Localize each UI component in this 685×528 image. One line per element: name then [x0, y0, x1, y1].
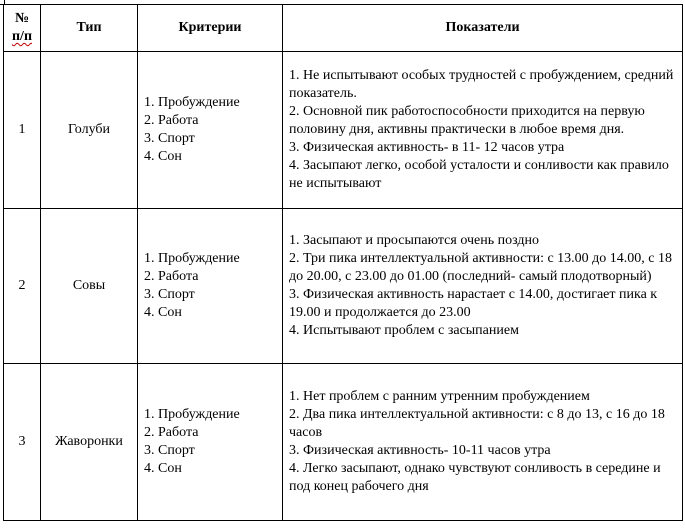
row-criteria [138, 209, 283, 364]
row-criteria [138, 364, 283, 521]
indicator-item: 3. Физическая активность- в 11- 12 часов утра [289, 140, 565, 155]
indicator-item: 2. Три пика интеллектуальной активности: с 13.00 до 14.00, с 18 до 20.00, с 23.00 до 01.00 (последний- самый плодотворный) [289, 251, 673, 284]
header-num [4, 5, 41, 52]
table-row [4, 209, 683, 364]
indicator-item: 1. Засыпают и просыпаются очень поздно [289, 233, 539, 248]
indicator-item: 2. Два пика интеллектуальной активности: с 8 до 13, с 16 до 18 часов [289, 407, 665, 440]
row-criteria [138, 52, 283, 209]
row-type: Совы [41, 209, 138, 364]
indicator-item: 3. Физическая активность- 10-11 часов утра [289, 443, 551, 458]
criteria-item: 4. Сон [144, 149, 182, 164]
table-row [4, 52, 683, 209]
row-num: 3 [4, 364, 41, 521]
indicator-item: 4. Засыпают легко, особой усталости и сонливости как правило не испытывают [289, 158, 669, 191]
header-row [4, 5, 683, 52]
row-num: 1 [4, 52, 41, 209]
indicator-item: 3. Физическая активность нарастает с 14.00, достигает пика к 19.00 и продолжается до 23.00 [289, 287, 658, 320]
header-indicators: Показатели [283, 5, 683, 52]
row-indicators [283, 52, 683, 209]
indicator-item: 4. Испытывают проблем с засыпанием [289, 323, 519, 338]
row-type: Жаворонки [41, 364, 138, 521]
indicator-item: 2. Основной пик работоспособности приходится на первую половину дня, активны практически в любое время дня. [289, 104, 645, 137]
criteria-item: 1. Пробуждение [144, 407, 240, 422]
row-num: 2 [4, 209, 41, 364]
chronotype-table [3, 4, 683, 521]
criteria-item: 1. Пробуждение [144, 95, 240, 110]
criteria-item: 3. Спорт [144, 287, 195, 302]
table-row [4, 364, 683, 521]
criteria-item: 2. Работа [144, 269, 199, 284]
row-indicators [283, 209, 683, 364]
criteria-item: 2. Работа [144, 425, 199, 440]
criteria-item: 3. Спорт [144, 131, 195, 146]
criteria-item: 4. Сон [144, 305, 182, 320]
row-type: Голуби [41, 52, 138, 209]
indicator-item: 1. Не испытывают особых трудностей с пробуждением, средний показатель. [289, 68, 674, 101]
criteria-item: 1. Пробуждение [144, 251, 240, 266]
indicator-item: 1. Нет проблем с ранним утренним пробуждением [289, 389, 590, 404]
header-num-symbol: № [14, 11, 30, 26]
indicator-item: 4. Легко засыпают, однако чувствуют сонливость в середине и под конец рабочего дня [289, 461, 661, 494]
criteria-item: 3. Спорт [144, 443, 195, 458]
header-num-abbrev: п/п [11, 29, 33, 44]
row-indicators [283, 364, 683, 521]
header-type: Тип [41, 5, 138, 52]
criteria-item: 4. Сон [144, 461, 182, 476]
criteria-item: 2. Работа [144, 113, 199, 128]
header-criteria: Критерии [138, 5, 283, 52]
